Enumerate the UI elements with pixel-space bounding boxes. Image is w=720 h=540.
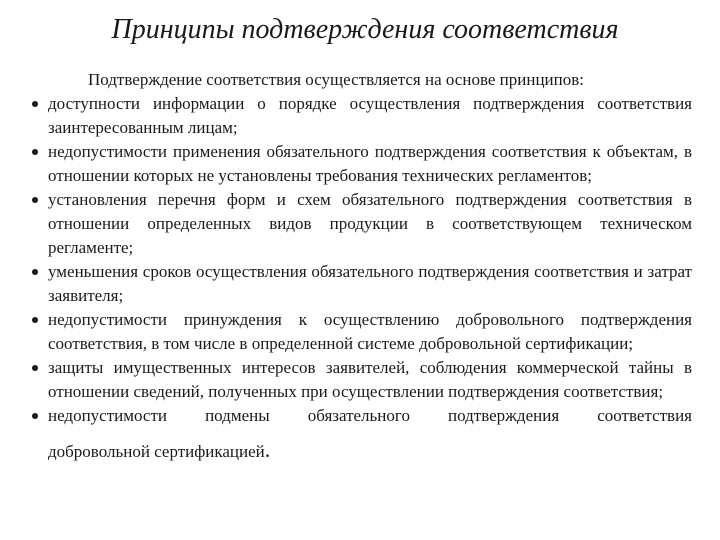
list-item-text: недопустимости применения обязательного подтверждения соответствия к объектам, в отношении которых не установлены требования технических регламентов; bbox=[48, 142, 692, 185]
list-item-continuation bbox=[48, 438, 692, 464]
bullet-icon bbox=[32, 413, 38, 419]
list-item-text: установления перечня форм и схем обязательного подтверждения соответствия в отношении определенных видов продукции в соответствующем техническом регламенте; bbox=[48, 190, 692, 257]
intro-text: Подтверждение соответствия осуществляется на основе принципов: bbox=[88, 70, 584, 89]
list-item bbox=[48, 140, 692, 188]
list-item-text: защиты имущественных интересов заявителей, соблюдения коммерческой тайны в отношении сведений, полученных при осуществлении подтверждения соответствия; bbox=[48, 358, 692, 401]
list-item-text: доступности информации о порядке осуществления подтверждения соответствия заинтересованным лицам; bbox=[48, 94, 692, 137]
list-item bbox=[48, 188, 692, 260]
list-item bbox=[48, 308, 692, 356]
bullet-icon bbox=[32, 365, 38, 371]
list-item bbox=[48, 356, 692, 404]
slide-body bbox=[48, 68, 692, 464]
list-item-period: . bbox=[264, 437, 271, 462]
bullet-icon bbox=[32, 197, 38, 203]
list-item-continuation-text: добровольной сертификацией bbox=[48, 442, 265, 461]
bullet-icon bbox=[32, 149, 38, 155]
bullet-icon bbox=[32, 269, 38, 275]
list-item-text: недопустимости подмены обязательного подтверждения соответствия bbox=[48, 406, 692, 425]
slide-title: Принципы подтверждения соответствия bbox=[111, 14, 619, 45]
list-item bbox=[48, 92, 692, 140]
bullet-icon bbox=[32, 101, 38, 107]
list-item bbox=[48, 260, 692, 308]
list-item-text: уменьшения сроков осуществления обязательного подтверждения соответствия и затрат заявителя; bbox=[48, 262, 692, 305]
list-item-text: недопустимости принуждения к осуществлению добровольного подтверждения соответствия, в том числе в определенной системе добровольной сертификации; bbox=[48, 310, 692, 353]
bullet-icon bbox=[32, 317, 38, 323]
principles-list bbox=[48, 92, 692, 428]
list-item-last bbox=[48, 404, 692, 428]
